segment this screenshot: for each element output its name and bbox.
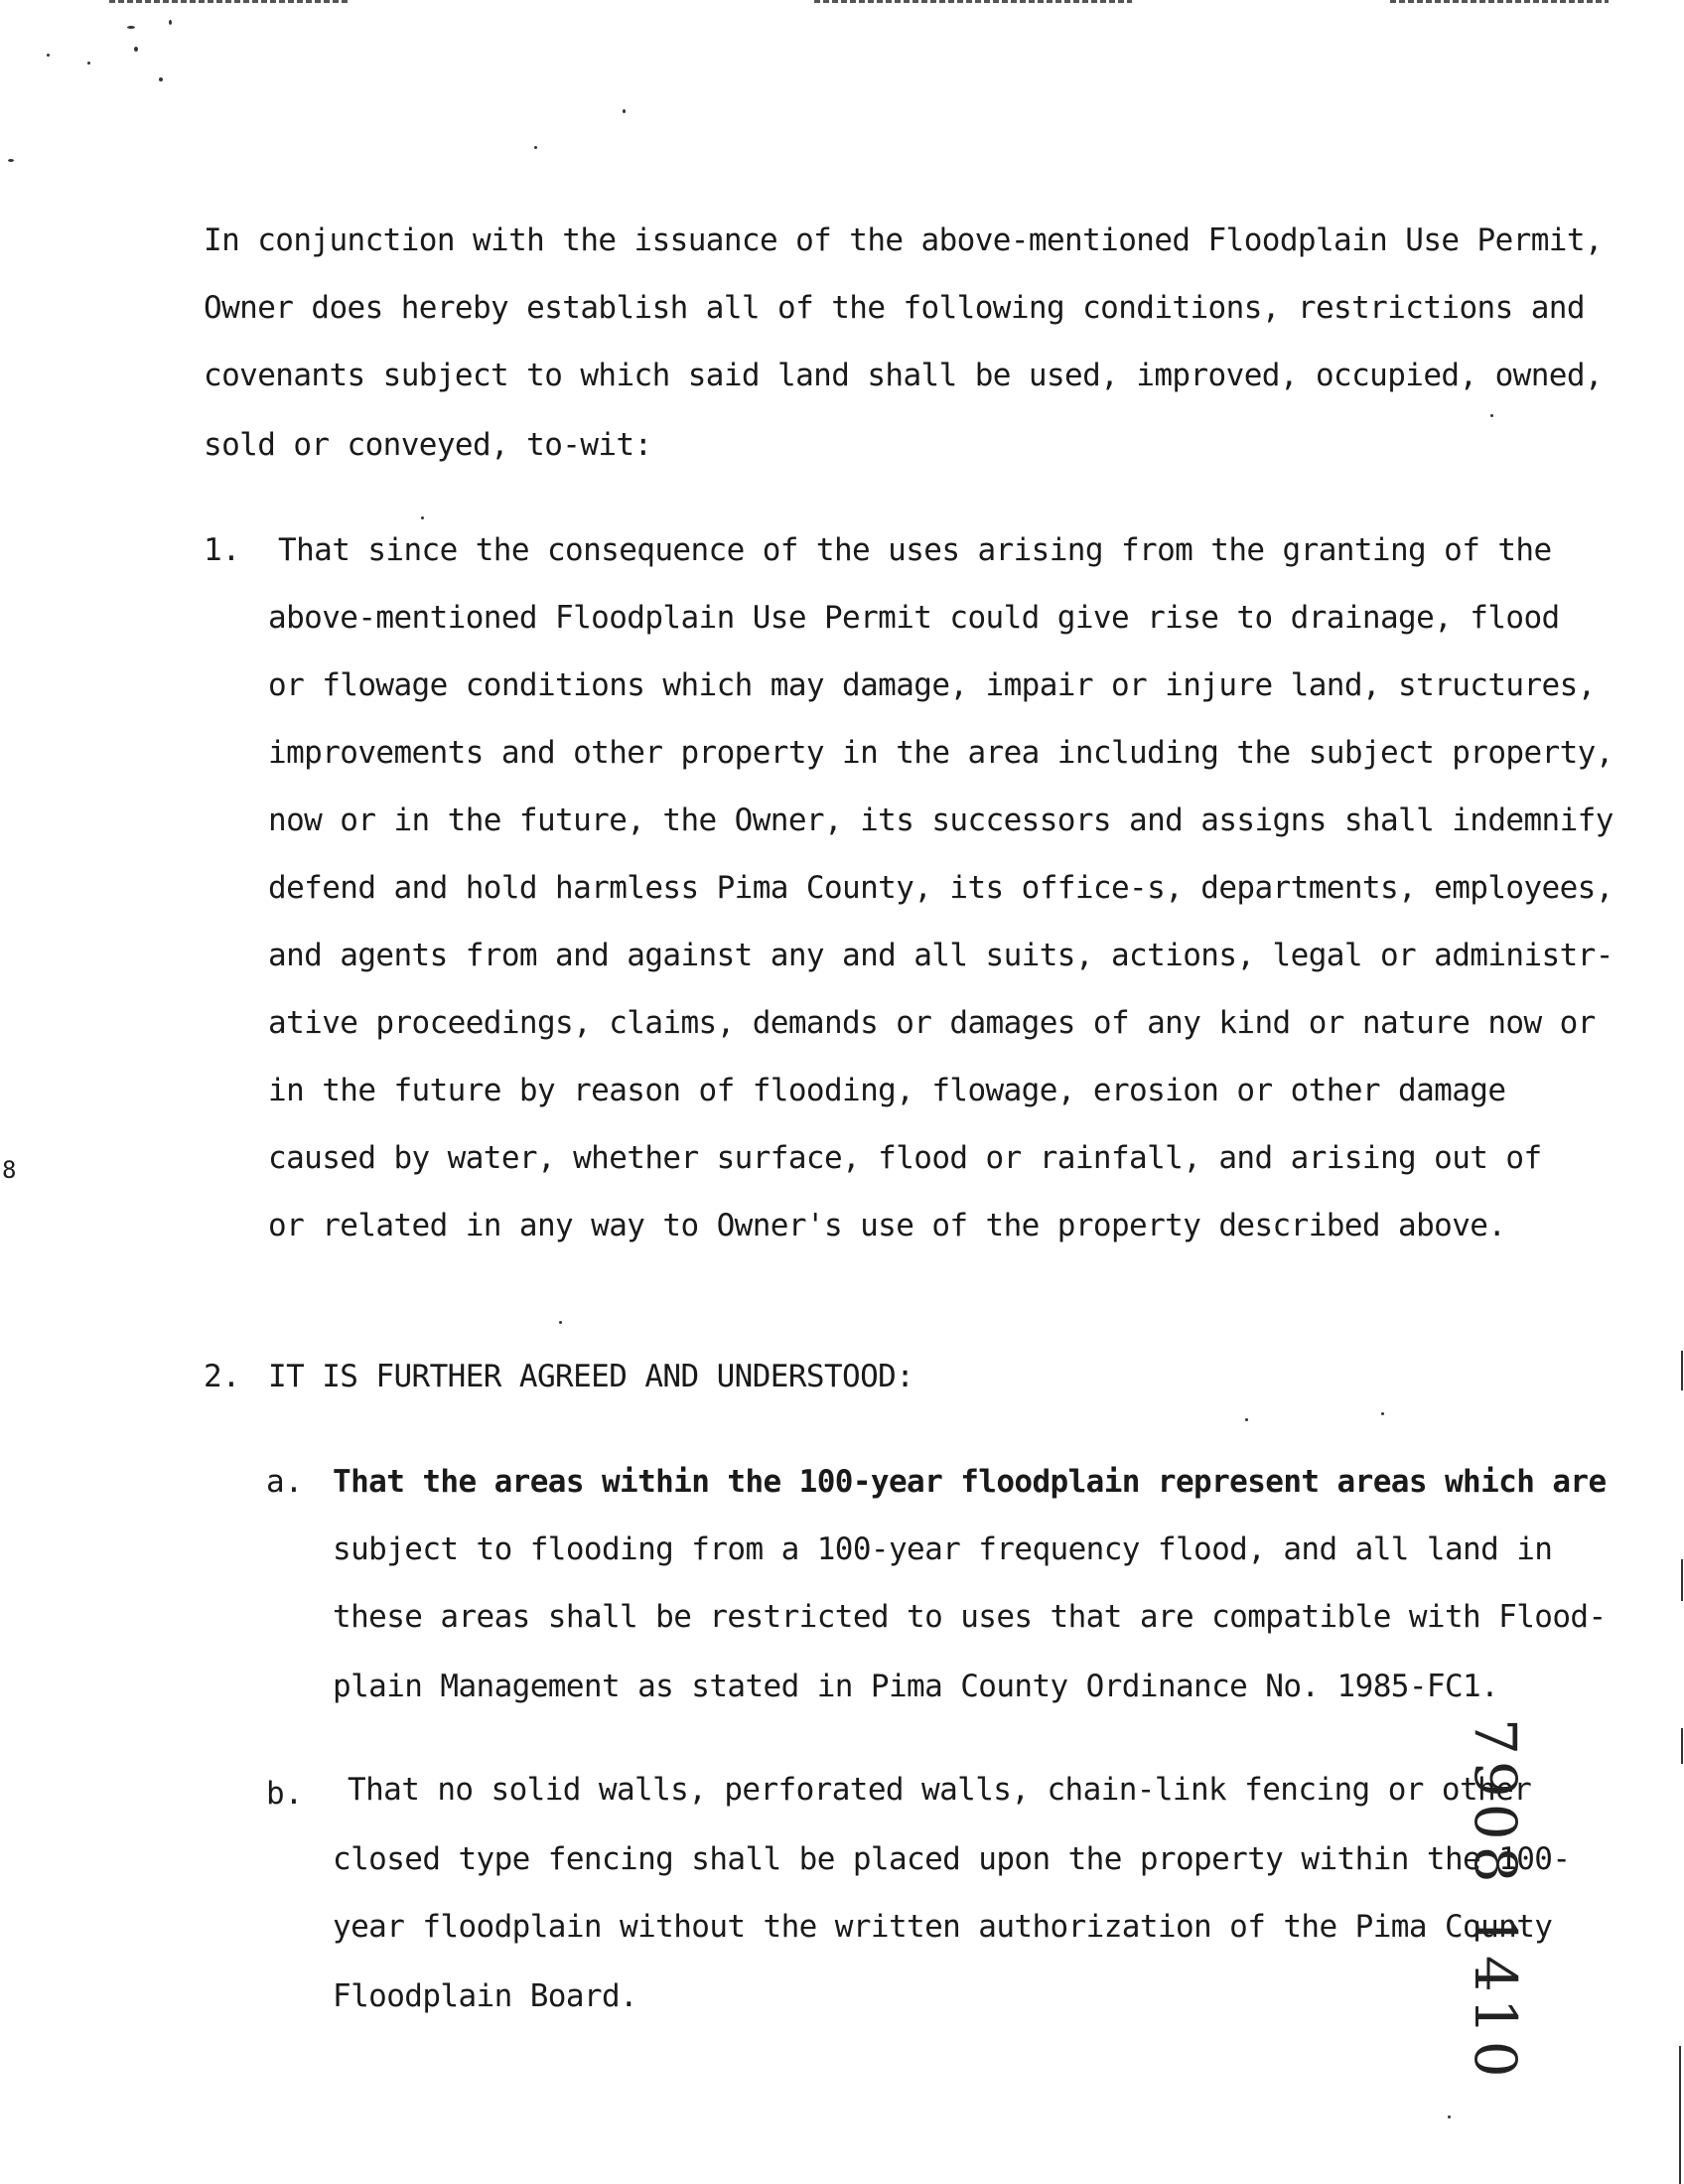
item-1-line: now or in the future, the Owner, its successors and assigns shall indemnify	[268, 802, 1614, 838]
item-1-line: caused by water, whether surface, flood or rainfall, and arising out of	[268, 1140, 1542, 1176]
item-1-line: That since the consequence of the uses arising from the granting of the	[278, 532, 1552, 568]
item-1-line: above-mentioned Floodplain Use Permit could give rise to drainage, flood	[268, 600, 1560, 636]
scan-speck	[1490, 414, 1493, 417]
item-1-line: or related in any way to Owner's use of the property described above.	[268, 1208, 1506, 1243]
sub-b-line: That no solid walls, perforated walls, chain-link fencing or other	[348, 1772, 1532, 1808]
scan-speck	[623, 109, 626, 113]
sub-a-line: subject to flooding from a 100-year frequency flood, and all land in	[333, 1531, 1553, 1567]
scan-speck	[127, 26, 135, 29]
sub-b-line: Floodplain Board.	[333, 1978, 638, 2014]
scan-speck	[559, 1321, 562, 1324]
scan-speck	[421, 516, 424, 519]
scan-speck	[159, 77, 163, 81]
sub-a-line: these areas shall be restricted to uses that are compatible with Flood-	[333, 1599, 1607, 1635]
item-1-line: ative proceedings, claims, demands or damages of any kind or nature now or	[268, 1005, 1596, 1041]
scan-artifact-top-center	[814, 0, 1132, 3]
item-1-number: 1.	[204, 532, 241, 568]
scan-edge-line	[1681, 1351, 1683, 1390]
intro-line: covenants subject to which said land shall be used, improved, occupied, owned,	[204, 358, 1603, 393]
scan-speck	[87, 62, 90, 65]
scan-speck	[8, 159, 14, 162]
scan-edge-line	[1681, 1559, 1683, 1601]
sub-b-line: closed type fencing shall be placed upon the property within the 100-	[333, 1841, 1571, 1877]
item-2-number: 2.	[204, 1359, 241, 1394]
scan-speck	[134, 47, 138, 52]
scan-speck	[169, 20, 172, 25]
sub-a-line: That the areas within the 100-year floodplain represent areas which are	[333, 1464, 1607, 1500]
sub-a-marker: a.	[266, 1464, 304, 1500]
item-2-heading: IT IS FURTHER AGREED AND UNDERSTOOD:	[268, 1359, 914, 1394]
item-1-line: in the future by reason of flooding, flowage, erosion or other damage	[268, 1073, 1506, 1108]
sub-a-line: plain Management as stated in Pima County Ordinance No. 1985-FC1.	[333, 1669, 1499, 1704]
intro-line: In conjunction with the issuance of the above-mentioned Floodplain Use Permit,	[204, 222, 1603, 258]
scan-artifact-top-left	[109, 0, 348, 3]
scan-artifact-top-right	[1390, 0, 1609, 3]
scan-speck	[1245, 1418, 1248, 1421]
scan-speck	[47, 54, 50, 57]
item-1-line: defend and hold harmless Pima County, its office-s, departments, employees,	[268, 870, 1614, 906]
item-1-line: and agents from and against any and all suits, actions, legal or administr-	[268, 938, 1614, 973]
intro-line: sold or conveyed, to-wit:	[204, 427, 652, 463]
sub-b-line: year floodplain without the written authorization of the Pima County	[333, 1909, 1553, 1945]
margin-mark: 8	[2, 1156, 17, 1184]
sub-b-marker: b.	[266, 1776, 304, 1812]
scan-edge-line	[1679, 2046, 1681, 2184]
item-1-line: improvements and other property in the area including the subject property,	[268, 735, 1614, 771]
scan-edge-line	[1681, 1728, 1683, 1764]
docket-page-stamp: 7908 1410	[1462, 1718, 1529, 2084]
item-1-line: or flowage conditions which may damage, impair or injure land, structures,	[268, 667, 1596, 703]
scan-speck	[1448, 2115, 1451, 2118]
scan-speck	[534, 146, 537, 149]
intro-line: Owner does hereby establish all of the following conditions, restrictions and	[204, 290, 1585, 326]
scan-speck	[1381, 1412, 1384, 1415]
